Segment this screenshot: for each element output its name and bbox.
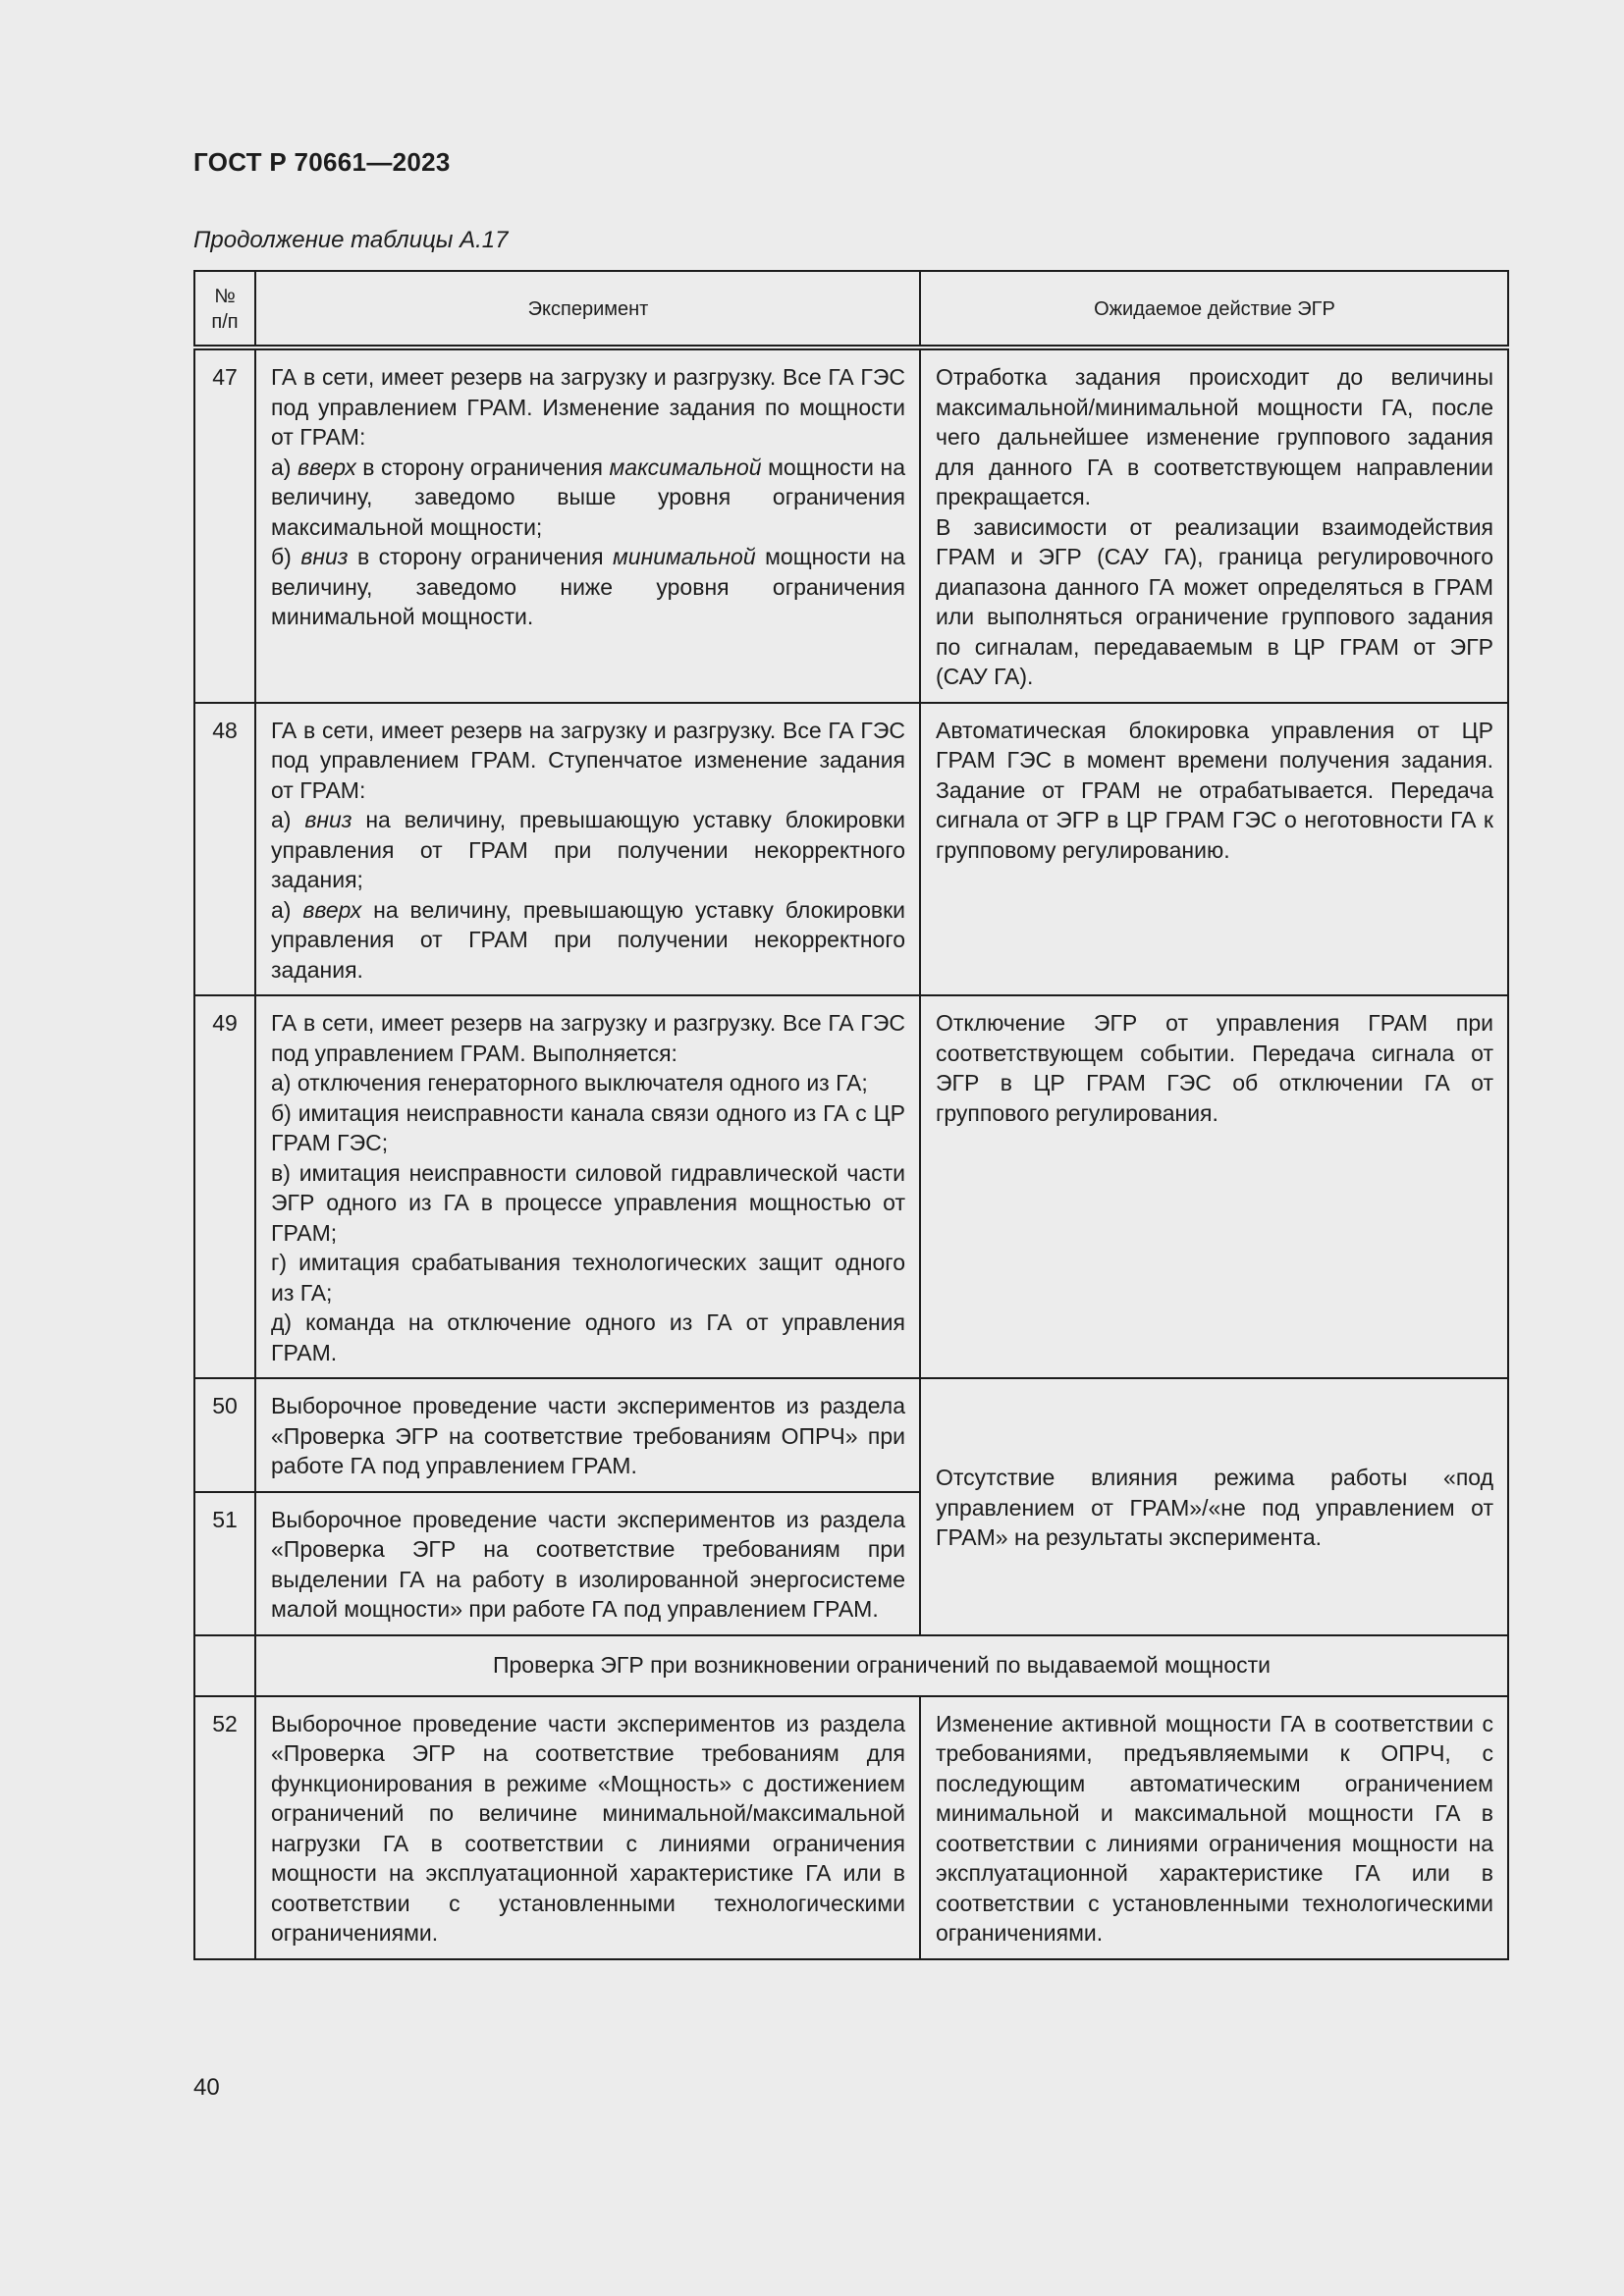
table-row	[194, 1378, 1508, 1492]
row-num: 47	[194, 347, 255, 703]
cell-paragraph: а) отключения генераторного выключателя одного из ГА;	[271, 1070, 868, 1095]
section-header-row	[194, 1635, 1508, 1696]
section-num-empty	[194, 1635, 255, 1696]
row-experiment	[255, 347, 920, 703]
cell-paragraph: ГА в сети, имеет резерв на загрузку и разгрузку. Все ГА ГЭС под управлением ГРАМ. Выполняется:	[271, 1010, 905, 1066]
cell-paragraph: а) вверх в сторону ограничения максимальной мощности на величину, заведомо выше уровня ограничения максимальной мощности;	[271, 454, 905, 540]
cell-paragraph: д) команда на отключение одного из ГА от управления ГРАМ.	[271, 1309, 905, 1365]
cell-paragraph: в) имитация неисправности силовой гидравлической части ЭГР одного из ГА в процессе управления мощностью от ГРАМ;	[271, 1159, 905, 1246]
header-num: № п/п	[194, 271, 255, 347]
cell-paragraph: Выборочное проведение части экспериментов из раздела «Проверка ЭГР на соответствие требованиям ОПРЧ» при работе ГА под управлением ГРАМ.	[271, 1393, 905, 1478]
table-header-row	[194, 271, 1508, 347]
row-num: 48	[194, 703, 255, 996]
emphasis-text: вверх	[297, 454, 356, 480]
table-row	[194, 1696, 1508, 1959]
row-expected	[920, 347, 1508, 703]
cell-paragraph: б) имитация неисправности канала связи одного из ГА с ЦР ГРАМ ГЭС;	[271, 1099, 905, 1155]
cell-paragraph: Автоматическая блокировка управления от ЦР ГРАМ ГЭС в момент времени получения задания. Задание от ГРАМ не отрабатывается. Передача сигнала от ЭГР в ЦР ГРАМ ГЭС о неготовности ГА к групповому регулированию.	[936, 717, 1493, 863]
row-experiment	[255, 995, 920, 1378]
cell-paragraph: Выборочное проведение части экспериментов из раздела «Проверка ЭГР на соответствие требованиям для функционирования в режиме «Мощность» с достижением ограничений по величине минимальной/максимальной нагрузки ГА в соответствии с линиями ограничения мощности на эксплуатационной характеристике ГА или в соответствии с установленными технологическими ограничениями.	[271, 1710, 905, 1946]
row-experiment	[255, 1492, 920, 1635]
table-caption: Продолжение таблицы А.17	[193, 227, 509, 253]
cell-paragraph: г) имитация срабатывания технологических защит одного из ГА;	[271, 1250, 905, 1306]
table-row	[194, 995, 1508, 1378]
table-row	[194, 347, 1508, 703]
cell-paragraph: Выборочное проведение части экспериментов из раздела «Проверка ЭГР на соответствие требованиям при выделении ГА на работу в изолированной энергосистеме малой мощности» при работе ГА под управлением ГРАМ.	[271, 1506, 905, 1622]
cell-paragraph: б) вниз в сторону ограничения минимальной мощности на величину, заведомо ниже уровня ограничения минимальной мощности.	[271, 544, 905, 629]
cell-paragraph: Отсутствие влияния режима работы «под управлением от ГРАМ»/«не под управлением от ГРАМ» на результаты эксперимента.	[936, 1465, 1493, 1550]
cell-paragraph: В зависимости от реализации взаимодействия ГРАМ и ЭГР (САУ ГА), граница регулировочного диапазона данного ГА может определяться в ГРАМ или выполняться ограничение группового задания по сигналам, передаваемым в ЦР ГРАМ от ЭГР (САУ ГА).	[936, 513, 1493, 689]
section-title: Проверка ЭГР при возникновении ограничений по выдаваемой мощности	[255, 1635, 1508, 1696]
row-expected	[920, 995, 1508, 1378]
row-num: 49	[194, 995, 255, 1378]
header-experiment: Эксперимент	[255, 271, 920, 347]
emphasis-text: минимальной	[613, 544, 756, 569]
cell-paragraph: Изменение активной мощности ГА в соответствии с требованиями, предъявляемыми к ОПРЧ, с последующим автоматическим ограничением минимальной и максимальной мощности ГА в соответствии с линиями ограничения мощности на эксплуатационной характеристике ГА или в соответствии с установленными технологическими ограничениями.	[936, 1710, 1493, 1946]
table-row	[194, 703, 1508, 996]
cell-paragraph: Отработка задания происходит до величины максимальной/минимальной мощности ГА, после чего дальнейшее изменение группового задания для данного ГА в соответствующем направлении прекращается.	[936, 364, 1493, 509]
row-expected	[920, 703, 1508, 996]
cell-paragraph: ГА в сети, имеет резерв на загрузку и разгрузку. Все ГА ГЭС под управлением ГРАМ. Ступенчатое изменение задания от ГРАМ:	[271, 717, 905, 803]
row-experiment	[255, 1696, 920, 1959]
emphasis-text: вниз	[300, 544, 349, 569]
row-num: 51	[194, 1492, 255, 1635]
cell-paragraph: а) вниз на величину, превышающую уставку блокировки управления от ГРАМ при получении некорректного задания;	[271, 807, 905, 892]
row-experiment	[255, 1378, 920, 1492]
row-experiment	[255, 703, 920, 996]
standard-code: ГОСТ Р 70661—2023	[193, 147, 451, 177]
emphasis-text: максимальной	[609, 454, 762, 480]
emphasis-text: вниз	[304, 807, 352, 832]
experiments-table	[193, 270, 1509, 1960]
header-expected: Ожидаемое действие ЭГР	[920, 271, 1508, 347]
row-expected-merged	[920, 1378, 1508, 1635]
page-number: 40	[193, 2074, 220, 2101]
row-num: 50	[194, 1378, 255, 1492]
cell-paragraph: Отключение ЭГР от управления ГРАМ при соответствующем событии. Передача сигнала от ЭГР в ЦР ГРАМ ГЭС об отключении ГА от группового регулирования.	[936, 1010, 1493, 1126]
cell-paragraph: а) вверх на величину, превышающую уставку блокировки управления от ГРАМ при получении некорректного задания.	[271, 896, 905, 983]
emphasis-text: вверх	[302, 896, 362, 923]
row-num: 52	[194, 1696, 255, 1959]
cell-paragraph: ГА в сети, имеет резерв на загрузку и разгрузку. Все ГА ГЭС под управлением ГРАМ. Изменение задания по мощности от ГРАМ:	[271, 364, 905, 450]
row-expected	[920, 1696, 1508, 1959]
